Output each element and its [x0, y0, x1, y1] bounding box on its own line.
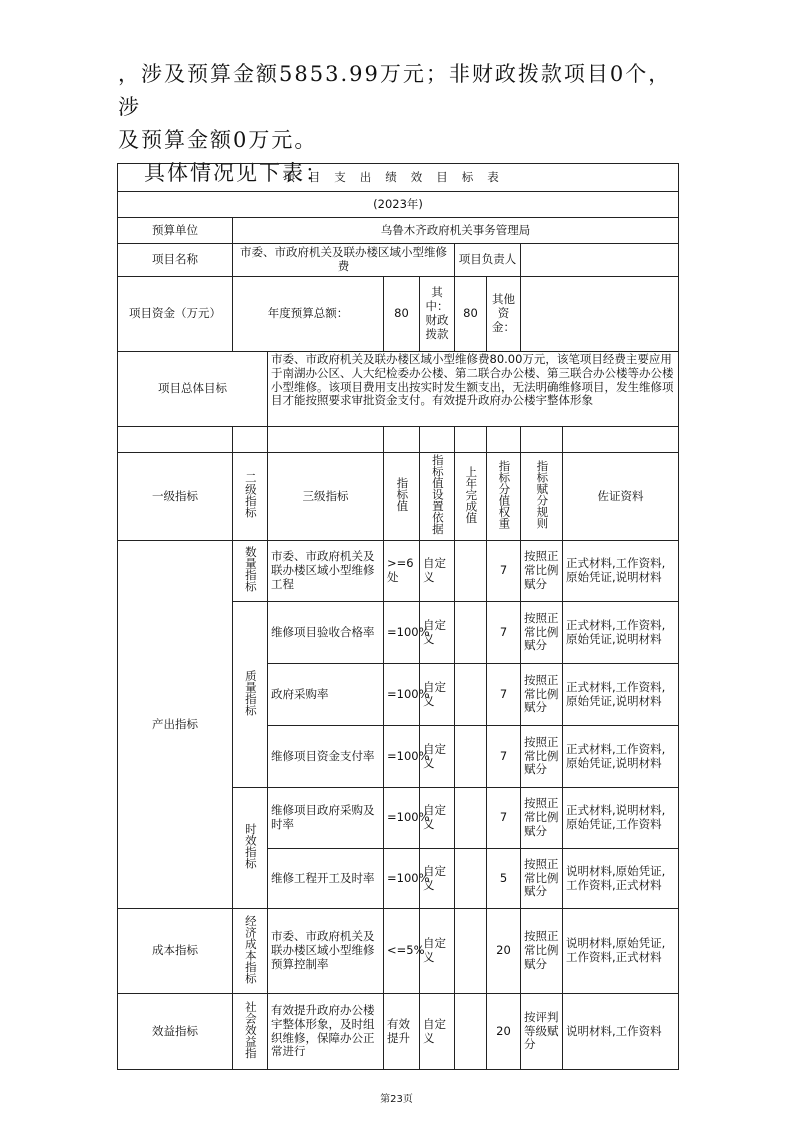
- row-basis: 自定义: [420, 788, 455, 849]
- table-row: [118, 541, 679, 602]
- other-label: 其他资金：: [487, 277, 521, 352]
- row-value: =100%: [384, 726, 420, 788]
- annual-label: 年度预算总额：: [233, 277, 384, 352]
- row-weight: 20: [487, 994, 521, 1070]
- row-rule: 按照正常比例赋分: [521, 602, 563, 664]
- row-evidence: 正式材料,说明材料,原始凭证,工作资料: [563, 788, 679, 849]
- group-output: 产出指标: [118, 541, 233, 909]
- row-last-year: [455, 849, 487, 909]
- row-evidence: 说明材料,工作资料: [563, 994, 679, 1070]
- header-level3: 三级指标: [268, 453, 384, 541]
- row-rule: 按照正常比例赋分: [521, 726, 563, 788]
- project-name-label: 项目名称: [118, 244, 233, 277]
- header-last-year: 上年完成值: [455, 453, 487, 541]
- header-rule: 指标赋分规则: [521, 453, 563, 541]
- blank-cell: [487, 427, 521, 453]
- blank-cell: [420, 427, 455, 453]
- row-evidence: 正式材料,工作资料,原始凭证,说明材料: [563, 541, 679, 602]
- row-weight: 7: [487, 788, 521, 849]
- row-rule: 按照正常比例赋分: [521, 664, 563, 726]
- other-value: [521, 277, 679, 352]
- row-value: =100%: [384, 788, 420, 849]
- row-rule: 按评判等级赋分: [521, 994, 563, 1070]
- row-value: =100%: [384, 849, 420, 909]
- table-row: [118, 994, 679, 1070]
- row-rule: 按照正常比例赋分: [521, 788, 563, 849]
- row-value: <=5%: [384, 909, 420, 994]
- row-evidence: 正式材料,工作资料,原始凭证,说明材料: [563, 602, 679, 664]
- annual-value: 80: [384, 277, 420, 352]
- group-social: 社会效益指: [233, 994, 268, 1070]
- blank-cell: [455, 427, 487, 453]
- row-weight: 5: [487, 849, 521, 909]
- blank-cell: [521, 427, 563, 453]
- row-level3: 维修项目验收合格率: [268, 602, 384, 664]
- row-last-year: [455, 602, 487, 664]
- group-benefit: 效益指标: [118, 994, 233, 1070]
- row-level3: 维修工程开工及时率: [268, 849, 384, 909]
- row-rule: 按照正常比例赋分: [521, 909, 563, 994]
- header-evidence: 佐证资料: [563, 453, 679, 541]
- row-rule: 按照正常比例赋分: [521, 849, 563, 909]
- intro-line-1: ，涉及预算金额5853.99万元；非财政拨款项目0个，涉: [118, 62, 672, 119]
- header-level2: 二级指标: [233, 453, 268, 541]
- blank-cell: [118, 427, 233, 453]
- row-last-year: [455, 664, 487, 726]
- row-basis: 自定义: [420, 909, 455, 994]
- group-quantity: 数量指标: [233, 541, 268, 602]
- row-weight: 7: [487, 726, 521, 788]
- row-level3: 市委、市政府机关及联办楼区域小型维修工程: [268, 541, 384, 602]
- row-last-year: [455, 909, 487, 994]
- table-row: [118, 909, 679, 994]
- goal-label: 项目总体目标: [118, 352, 268, 427]
- header-level1: 一级指标: [118, 453, 233, 541]
- leader-value: [521, 244, 679, 277]
- row-value: =100%: [384, 602, 420, 664]
- group-cost: 成本指标: [118, 909, 233, 994]
- group-econ-cost: 经济成本指标: [233, 909, 268, 994]
- row-last-year: [455, 541, 487, 602]
- table-title: 项目支出绩效目标表: [118, 164, 679, 192]
- goal-value: 市委、市政府机关及联办楼区域小型维修费80.00万元，该笔项目经费主要应用于南湖办公区、人大纪检委办公楼、第二联合办公楼、第三联合办公楼等办公楼小型维修。该项目费用支出按实时发生额支出，无法明确维修项目，发生维修项目才能按照要求审批资金支付。有效提升政府办公楼宇整体形象: [268, 352, 679, 427]
- row-basis: 自定义: [420, 994, 455, 1070]
- blank-cell: [268, 427, 384, 453]
- intro-line-2: 及预算金额0万元。: [118, 128, 318, 152]
- blank-cell: [563, 427, 679, 453]
- row-value: 有效提升: [384, 994, 420, 1070]
- row-weight: 20: [487, 909, 521, 994]
- group-quality: 质量指标: [233, 602, 268, 788]
- header-value: 指标值: [384, 453, 420, 541]
- unit-label: 预算单位: [118, 218, 233, 244]
- intro-line-3: 具体情况见下表：: [144, 161, 328, 185]
- blank-cell: [233, 427, 268, 453]
- project-name-value: 市委、市政府机关及联办楼区域小型维修费: [233, 244, 455, 277]
- row-basis: 自定义: [420, 541, 455, 602]
- row-last-year: [455, 726, 487, 788]
- unit-value: 乌鲁木齐政府机关事务管理局: [233, 218, 679, 244]
- row-value: >=6处: [384, 541, 420, 602]
- leader-label: 项目负责人: [455, 244, 521, 277]
- row-level3: 有效提升政府办公楼宇整体形象，及时组织维修，保障办公正常进行: [268, 994, 384, 1070]
- row-value: =100%: [384, 664, 420, 726]
- fiscal-value: 80: [455, 277, 487, 352]
- row-weight: 7: [487, 602, 521, 664]
- page-number: 第23页: [380, 1094, 413, 1105]
- header-basis: 指标值设置依据: [420, 453, 455, 541]
- fiscal-label: 其中：财政拨款: [420, 277, 455, 352]
- table-year: (2023年): [118, 192, 679, 218]
- row-evidence: 正式材料,工作资料,原始凭证,说明材料: [563, 726, 679, 788]
- fund-label: 项目资金（万元）: [118, 277, 233, 352]
- row-weight: 7: [487, 541, 521, 602]
- row-last-year: [455, 994, 487, 1070]
- header-weight: 指标分值权重: [487, 453, 521, 541]
- row-level3: 维修项目资金支付率: [268, 726, 384, 788]
- performance-goal-table: [117, 163, 679, 1070]
- row-evidence: 说明材料,原始凭证,工作资料,正式材料: [563, 849, 679, 909]
- row-evidence: 正式材料,工作资料,原始凭证,说明材料: [563, 664, 679, 726]
- row-basis: 自定义: [420, 726, 455, 788]
- row-weight: 7: [487, 664, 521, 726]
- group-timeliness: 时效指标: [233, 788, 268, 909]
- blank-cell: [384, 427, 420, 453]
- row-level3: 市委、市政府机关及联办楼区域小型维修预算控制率: [268, 909, 384, 994]
- row-basis: 自定义: [420, 664, 455, 726]
- row-last-year: [455, 788, 487, 849]
- row-level3: 政府采购率: [268, 664, 384, 726]
- row-basis: 自定义: [420, 849, 455, 909]
- row-evidence: 说明材料,原始凭证,工作资料,正式材料: [563, 909, 679, 994]
- row-level3: 维修项目政府采购及时率: [268, 788, 384, 849]
- row-basis: 自定义: [420, 602, 455, 664]
- row-rule: 按照正常比例赋分: [521, 541, 563, 602]
